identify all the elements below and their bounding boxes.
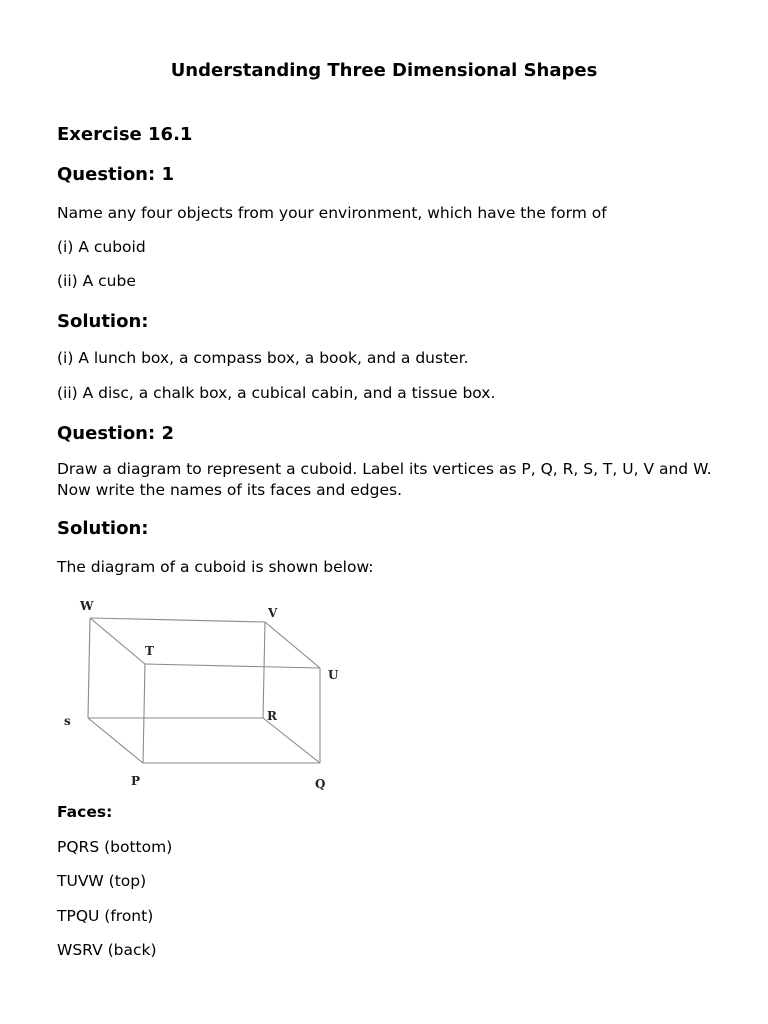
vertex-label-t: T xyxy=(145,644,154,658)
exercise-heading: Exercise 16.1 xyxy=(57,124,193,145)
face-item: TPQU (front) xyxy=(57,907,154,925)
cuboid-diagram xyxy=(50,590,350,800)
edge-rq xyxy=(263,718,320,763)
face-item: TUVW (top) xyxy=(57,872,147,890)
edge-sp xyxy=(88,718,143,763)
edge-tp xyxy=(143,664,145,763)
edge-wv xyxy=(90,618,265,622)
solution-1-line-1: (i) A lunch box, a compass box, a book, and a duster. xyxy=(57,349,469,367)
faces-heading: Faces: xyxy=(57,803,113,821)
question-1-heading: Question: 1 xyxy=(57,164,174,185)
question-1-option-1: (i) A cuboid xyxy=(57,238,146,256)
edge-vr xyxy=(263,622,265,718)
question-1-text: Name any four objects from your environment, which have the form of xyxy=(57,204,607,222)
edge-tu xyxy=(145,664,320,668)
vertex-label-u: U xyxy=(328,668,339,682)
vertex-label-w: W xyxy=(80,599,94,613)
vertex-label-p: P xyxy=(131,774,141,788)
solution-1-heading: Solution: xyxy=(57,311,149,332)
face-item: WSRV (back) xyxy=(57,941,157,959)
question-1-option-2: (ii) A cube xyxy=(57,272,136,290)
vertex-label-v: V xyxy=(268,606,278,620)
edge-vu xyxy=(265,622,320,668)
question-2-text: Draw a diagram to represent a cuboid. Label its vertices as P, Q, R, S, T, U, V and W. Now write the names of its faces and edges. xyxy=(57,460,712,499)
edge-wt xyxy=(90,618,145,664)
vertex-label-s: s xyxy=(64,714,71,728)
solution-2-intro: The diagram of a cuboid is shown below: xyxy=(57,558,374,576)
edge-ws xyxy=(88,618,90,718)
question-2-heading: Question: 2 xyxy=(57,423,174,444)
vertex-label-r: R xyxy=(267,709,277,723)
page-title: Understanding Three Dimensional Shapes xyxy=(170,60,598,81)
solution-2-heading: Solution: xyxy=(57,518,149,539)
vertex-label-q: Q xyxy=(315,777,326,791)
face-item: PQRS (bottom) xyxy=(57,838,173,856)
solution-1-line-2: (ii) A disc, a chalk box, a cubical cabin, and a tissue box. xyxy=(57,384,496,402)
